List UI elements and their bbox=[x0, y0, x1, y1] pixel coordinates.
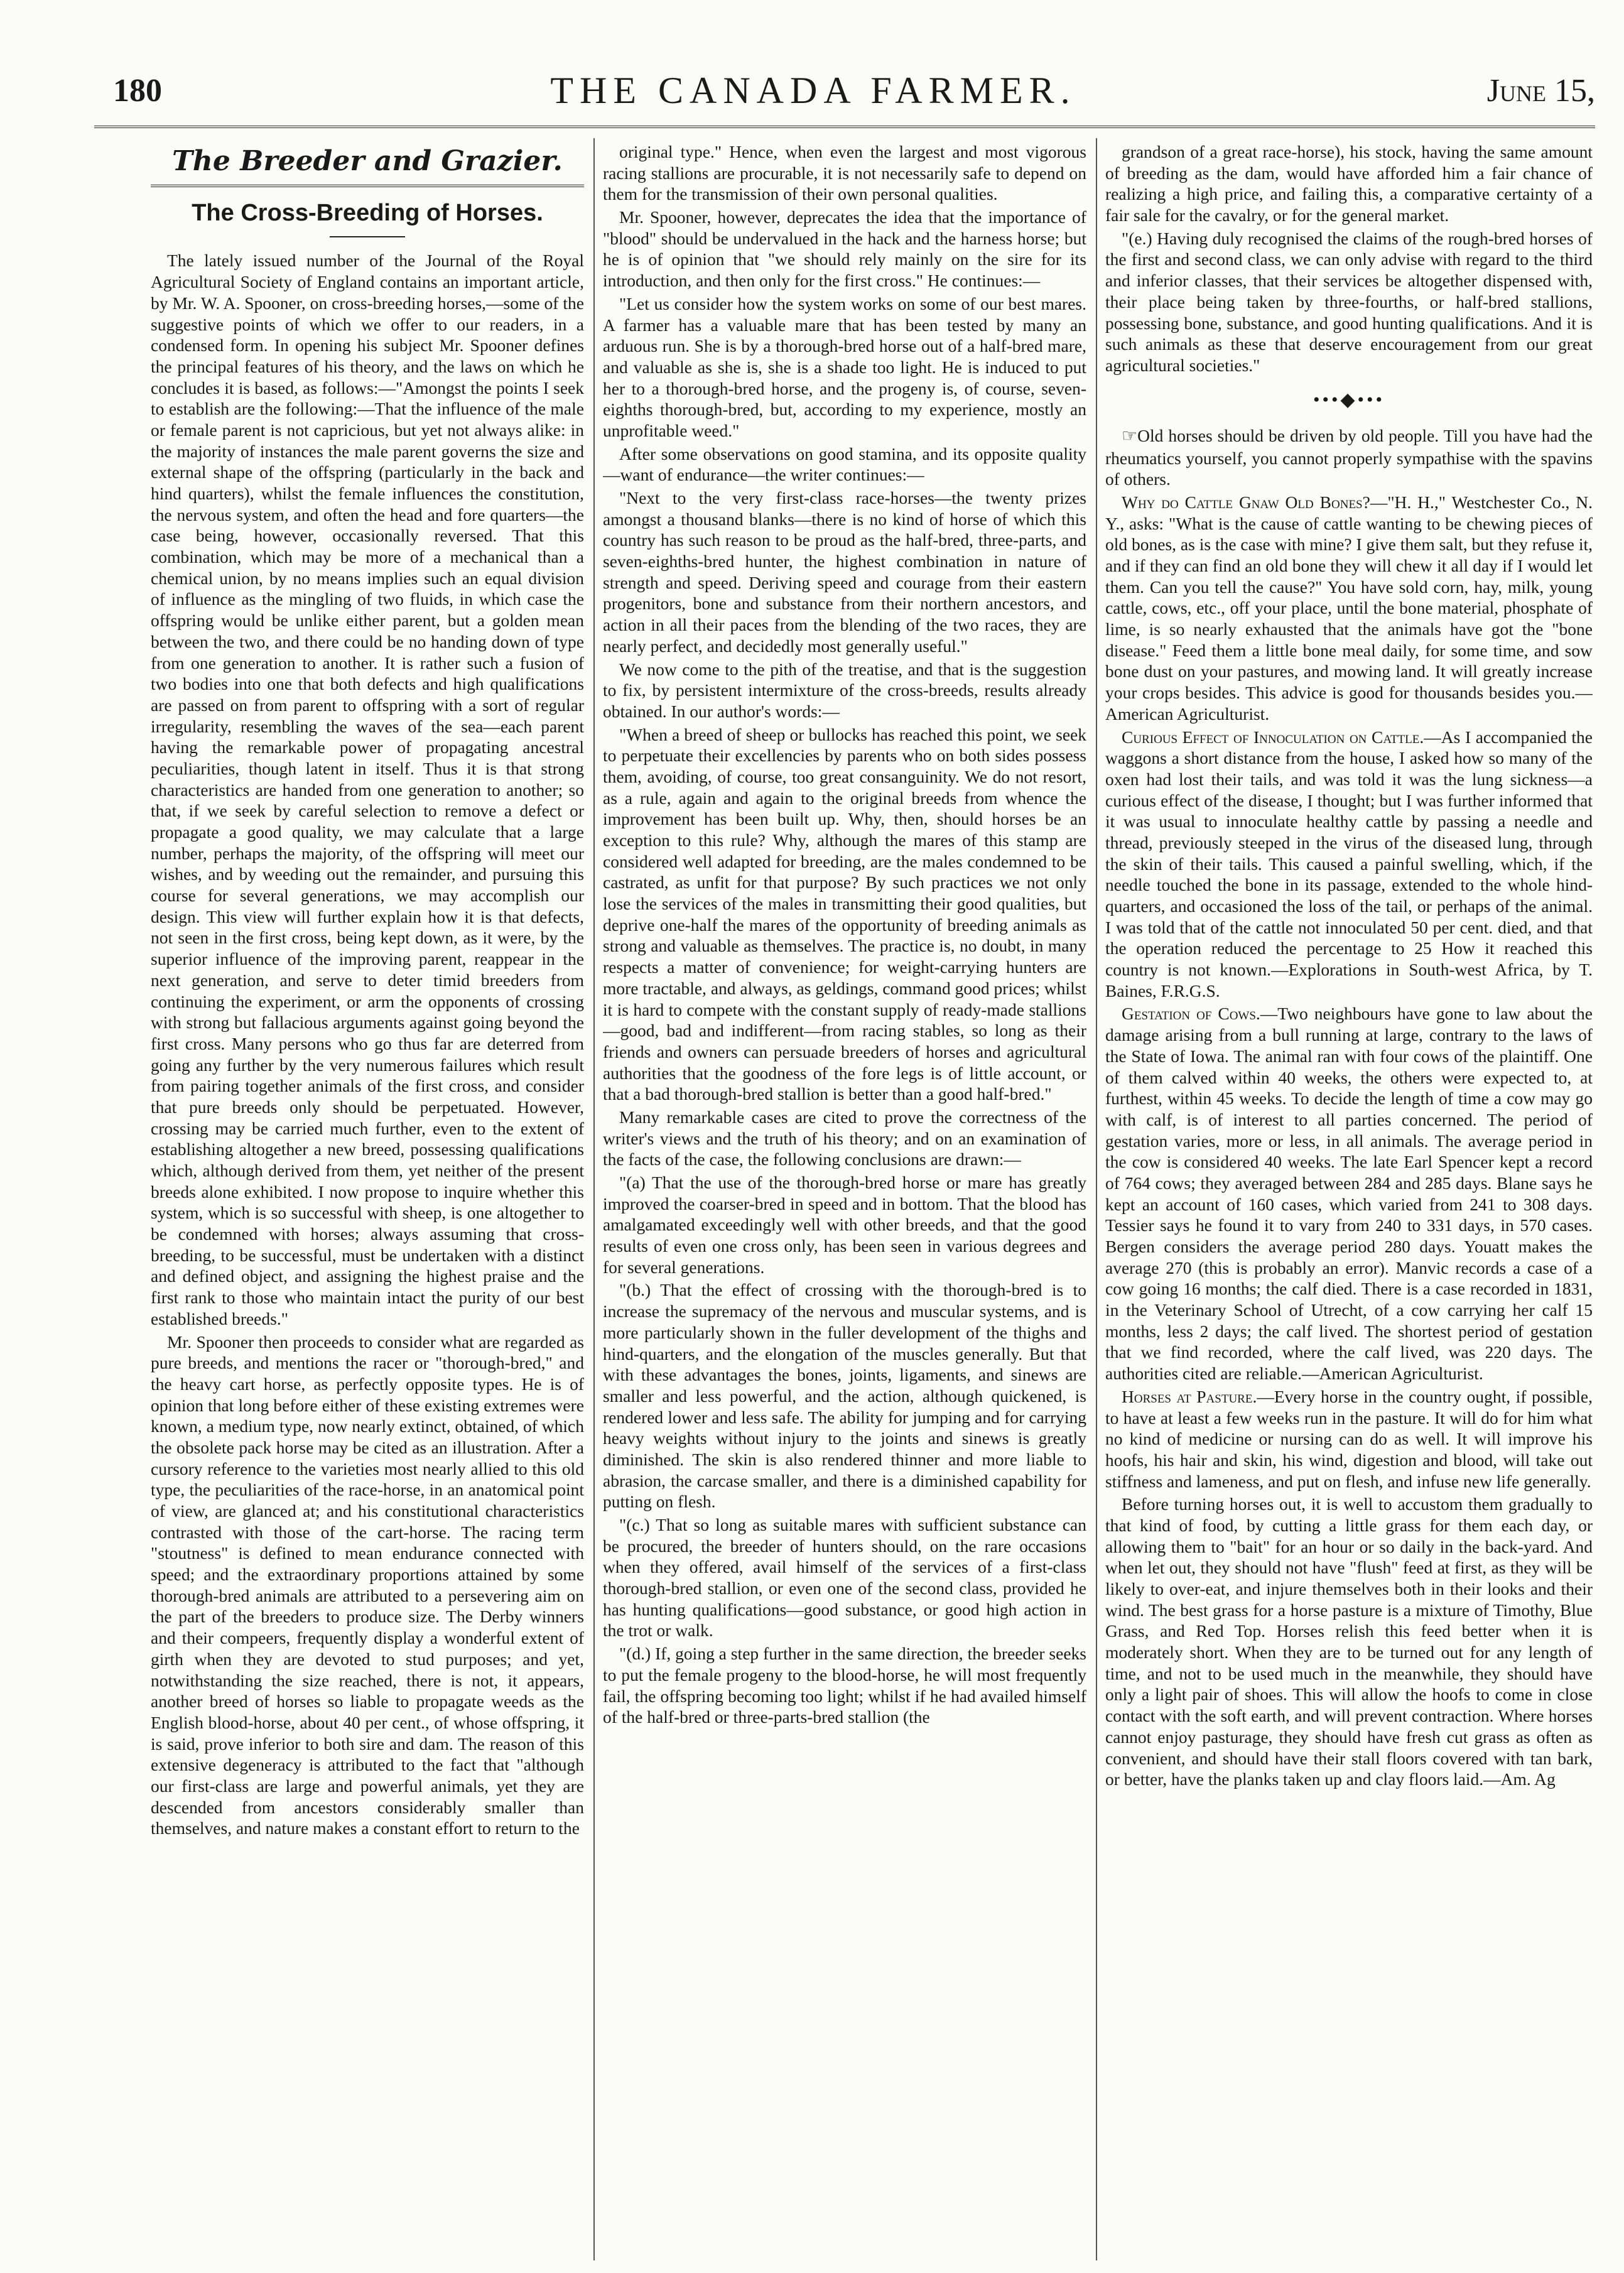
news-item bbox=[1105, 1494, 1593, 1790]
article-paragraph: Many remarkable cases are cited to prove the correctness of the writer's views and the truth of his theory; and on an examination of the facts of the case, the following conclusions are drawn:— bbox=[603, 1107, 1086, 1169]
news-item-heading: Why do Cattle Gnaw Old Bones? bbox=[1122, 492, 1370, 512]
news-item-text: Before turning horses out, it is well to accustom them gradually to that kind of food, by cutting a little grass for them each day, or allowing them to "bait" for an hour or so daily in the back-yard. And when let out, they should not have "flush" feed at first, as they will be likely to over-eat, and injure themselves both in their looks and their wind. The best grass for a horse pasture is a mixture of Timothy, Blue Grass, and Red Top. Horses relish this feed better when it is moderately short. When they are to be turned out for any length of time, and not to be used much in the meanwhile, they should have only a light pair of shoes. This will allow the hoofs to come in close contact with the soft earth, and will prevent contraction. Where horses cannot enjoy pasturage, they should have fresh cut grass as often as convenient, and should have their stall floors covered with tan bark, or better, have the planks taken up and clay floors laid.—Am. Ag bbox=[1105, 1494, 1593, 1789]
article-paragraph: grandson of a great race-horse), his stock, having the same amount of breeding as the dam, would have afforded him a fair chance of realizing a high price, and failing this, a comparative certainty of a fair sale for the cavalry, or for the general market. bbox=[1105, 142, 1593, 225]
news-item-text: —Two neighbours have gone to law about the damage arising from a bull running at large, contrary to the laws of the State of Iowa. The animal ran with four cows of the plaintiff. One of them calved within 40 weeks, the others were expected to, at furthest, within 45 weeks. To decide the length of time a cow may go with calf, is of interest to all parties concerned. The period of gestation varies, more or less, in all animals. The average period in the cow is considered 40 weeks. The late Earl Spencer kept a record of 764 cows; they averaged between 284 and 285 days. Blane says he kept an account of 160 cases, which varied from 241 to 308 days. Tessier says he found it to vary from 240 to 331 days, in 570 cases. Bergen considers the average period 280 days. Youatt makes the average 270 (this is probably an error). Manvic records a case of a cow going 16 months; the calf died. There is a case recorded in 1831, in the Veterinary School of Utrecht, of a cow carrying her calf 15 months, less 2 days; the calf lived. The shortest period of gestation that we find recorded, where the calf lived, was 220 days. The authorities cited are reliable.—American Agriculturist. bbox=[1105, 1004, 1593, 1384]
issue-date: June 15, bbox=[1486, 73, 1595, 109]
column-divider bbox=[1096, 138, 1097, 2260]
news-item-heading: Curious Effect of Innoculation on Cattle. bbox=[1122, 727, 1424, 747]
article-title: The Cross-Breeding of Horses. bbox=[192, 199, 543, 226]
paper-title: THE CANADA FARMER. bbox=[550, 70, 1076, 111]
news-item-text: Old horses should be driven by old people. Till you have had the rheumatics yourself, you cannot properly sympathise with the spavins of others. bbox=[1105, 426, 1593, 489]
article-paragraph: After some observations on good stamina, and its opposite quality—want of endurance—the writer continues:— bbox=[603, 443, 1086, 485]
column-3 bbox=[1105, 141, 1593, 2260]
column-2 bbox=[603, 141, 1086, 2260]
article-paragraph: We now come to the pith of the treatise, and that is the suggestion to fix, by persistent intermixture of the cross-breeds, results already obtained. In our author's words:— bbox=[603, 659, 1086, 721]
article-paragraph: "(c.) That so long as suitable mares with sufficient substance can be procured, the breeder of hunters should, on the rare occasions when they offered, avail himself of the services of a first-class thorough-bred stallion, or even one of the second class, provided he has hunting qualifications—good substance, or good high action in the trot or walk. bbox=[603, 1515, 1086, 1641]
article-paragraph: "(d.) If, going a step further in the same direction, the breeder seeks to put the female progeny to the blood-horse, he will most frequently fail, the offspring becoming too light; whilst if he had availed himself of the half-bred or three-parts-bred stallion (the bbox=[603, 1644, 1086, 1727]
ornament-divider: •••◆••• bbox=[1313, 389, 1385, 410]
masthead bbox=[31, 6, 1595, 126]
news-item bbox=[1105, 1003, 1593, 1384]
article-paragraph: Mr. Spooner, however, deprecates the idea that the importance of "blood" should be undervalued in the hack and the harness horse; but he is of opinion that "we should rely mainly on the sire for its introduction, and then only for the first cross." He continues:— bbox=[603, 207, 1086, 291]
news-item bbox=[1105, 425, 1593, 490]
article-paragraph: original type." Hence, when even the largest and most vigorous racing stallions are procurable, it is not necessarily safe to depend on them for the transmission of their own personal qualities. bbox=[603, 142, 1086, 204]
news-item-heading: Horses at Pasture. bbox=[1122, 1386, 1257, 1406]
section-rule bbox=[151, 185, 584, 187]
title-rule bbox=[330, 236, 405, 237]
column-1 bbox=[151, 141, 584, 2260]
news-item-text: —Every horse in the country ought, if possible, to have at least a few weeks run in the pasture. It will do for him what no kind of medicine or nursing can do as well. It will improve his hoofs, his hair and skin, his wind, digestion and blood, will take out stiffness and lameness, and put on flesh, and infuse new life generally. bbox=[1105, 1386, 1593, 1491]
page-number: 180 bbox=[113, 73, 162, 109]
column-divider bbox=[593, 138, 595, 2260]
article-paragraph: The lately issued number of the Journal of the Royal Agricultural Society of England contains an important article, by Mr. W. A. Spooner, on cross-breeding horses,—some of the suggestive points of which we offer to our readers, in a condensed form. In opening his subject Mr. Spooner defines the principal features of his theory, and the laws on which he concludes it is based, as follows:—"Amongst the points I seek to establish are the following:—That the influence of the male or female parent is not capricious, but yet not always alike: in the majority of instances the male parent governs the size and external shape of the offspring (particularly in the back and hind quarters), whilst the female influences the constitution, the nervous system, and often the head and fore quarters—the case being, however, occasionally reversed. That this combination, which may be more of a mechanical than a chemical union, by no means implies such an equal division of influence as the mingling of two fluids, in which case the offspring would be unlike either parent, but a golden mean between the two, and there could be no handing down of type from one generation to another. It is rather such a fusion of two bodies into one that both defects and high qualifications are passed on from parent to offspring with a sort of regular irregularity, resembling the waves of the sea—each parent having the remarkable power of propagating ancestral peculiarities, though latent in itself. Thus it is that strong characteristics are handed from one generation to another; so that, if we seek by careful selection to remove a defect or propagate a good quality, we may calculate that a large number, perhaps the majority, of the offspring will meet our wishes, and by weeding out the remainder, and pursuing this course for several generations, we may accomplish our design. This view will further explain how it is that defects, not seen in the first cross, being kept down, as it were, by the superior influence of the improving parent, reappear in the next generation, and serve to deter timid breeders from continuing the experiment, or arm the opponents of crossing with strong but fallacious arguments against going beyond the first cross. Many persons who go thus far are deterred from going any further by the very numerous failures which result from pairing together animals of the first cross, and consider that pure breeds only should be perpetuated. However, crossing may be carried much further, even to the extent of establishing altogether a new breed, possessing qualifications which, although derived from them, yet neither of the present breeds alone exhibited. I now propose to inquire whether this system, which is so successful with sheep, is one altogether to be condemned with horses; always assuming that cross-breeding, to be successful, must be undertaken with a distinct and defined object, and assigning the highest praise and the first rank to those who maintain intact the purity of our best established breeds." bbox=[151, 251, 584, 1328]
news-item-text: —"H. H.," Westchester Co., N. Y., asks: "What is the cause of cattle wanting to be chewing pieces of old bones, as is the case with mine? I give them salt, but they refuse it, and if they can find an old bone they will chew it all day if I would let them. Can you tell the cause?" You have sold corn, hay, milk, young cattle, cows, etc., off your place, until the bone material, phosphate of lime, is so nearly exhausted that the animals have got the "bone disease." Feed them a little bone meal daily, for some time, and sow bone dust on your pastures, and mowing land. It will greatly increase your crops besides. This advice is good for thousands besides you.—American Agriculturist. bbox=[1105, 492, 1593, 724]
section-heading: The Breeder and Grazier. bbox=[172, 145, 563, 177]
article-paragraph: "Next to the very first-class race-horses—the twenty prizes amongst a thousand blanks—there is no kind of horse of which this country has such reason to be proud as the half-bred, three-parts, and seven-eighths-bred hunter, the highest combination in nature of strength and speed. Deriving speed and courage from their eastern progenitors, bone and substance from their northern ancestors, and action in all their paces from the blending of the two races, they are nearly perfect, and decidedly most generally useful." bbox=[603, 488, 1086, 656]
article-paragraph: "(a) That the use of the thorough-bred horse or mare has greatly improved the coarser-bred in speed and in bottom. That the blood has amalgamated exceedingly well with other breeds, and that the good results of even one cross only, has been seen in various degrees and for several generations. bbox=[603, 1173, 1086, 1277]
article-paragraph: "(e.) Having duly recognised the claims of the rough-bred horses of the first and second class, we can only advise with regard to the third and inferior classes, that their services be altogether dispensed with, their place being taken by three-fourths, or half-bred stallions, possessing bone, substance, and good hunting qualifications. And it is such animals as these that deserve encouragement from our great agricultural societies." bbox=[1105, 228, 1593, 375]
news-item bbox=[1105, 1386, 1593, 1492]
news-item-text: —As I accompanied the waggons a short distance from the house, I asked how so many of the oxen had lost their tails, and was told it was the lung sickness—a curious effect of the disease, I thought; but I was further informed that it was usual to innoculate healthy cattle by passing a needle and thread, previously steeped in the virus of the diseased lung, through the skin of their tails. This caused a painful swelling, which, if the needle touched the bone in its passage, extended to the whole hind-quarters, and occasioned the loss of the tail, or perhaps of the animal. I was told that of the cattle not innoculated 50 per cent. died, and that the operation reduced the percentage to 25 How it reached this country is not known.—Explorations in South-west Africa, by T. Baines, F.R.G.S. bbox=[1105, 727, 1593, 1001]
article-paragraph: "When a breed of sheep or bullocks has reached this point, we seek to perpetuate their excellencies by parents who on both sides possess them, avoiding, of course, too great consanguinity. We do not resort, as a rule, again and again to the original breeds from whence the improvement has been built up. Why, then, should horses be an exception to this rule? Why, although the mares of this stamp are considered well adapted for breeding, are the males condemned to be castrated, as unfit for that purpose? By such practices we not only lose the services of the males in transmitting their good qualities, but deprive one-half the mares of the opportunity of breeding animals as strong and valuable as themselves. The practice is, no doubt, in many respects a matter of convenience; for weight-carrying hunters are more tractable, and always, as geldings, command good prices; whilst it is hard to compete with the constant supply of ready-made stallions—good, bad and indifferent—from racing stables, so long as their friends and owners can persuade breeders of horses and agricultural authorities that the goodness of the fore legs is of little account, or that a bad thorough-bred stallion is better than a good half-bred." bbox=[603, 724, 1086, 1104]
article-paragraph: Mr. Spooner then proceeds to consider what are regarded as pure breeds, and mentions the racer or "thorough-bred," and the heavy cart horse, as perfectly opposite types. He is of opinion that long before either of these existing extremes were known, a medium type, now nearly extinct, obtained, of which the obsolete pack horse may be cited as an illustration. After a cursory reference to the varieties most nearly allied to this old type, the peculiarities of the race-horse, in an anatomical point of view, are glanced at; and his constitutional characteristics contrasted with those of the cart-horse. The racing term "stoutness" is defined to mean endurance connected with speed; and the extraordinary proportions attained by some thorough-bred animals are attributed to a persevering aim on the part of the breeders to produce size. The Derby winners and their compeers, frequently display a wonderful extent of girth when they are devoted to stud purposes; and yet, notwithstanding the size reached, there is not, it appears, another breed of horses so liable to propagate weeds as the English blood-horse, about 40 per cent., of whose offspring, it is said, prove inferior to both sire and dam. The reason of this extensive degeneracy is attributed to the fact that "although our first-class are large and powerful animals, yet they are descended from ancestors considerably smaller than themselves, and nature makes a constant effort to return to the bbox=[151, 1332, 584, 1838]
news-item bbox=[1105, 492, 1593, 725]
news-item-heading: Gestation of Cows. bbox=[1122, 1004, 1260, 1024]
pointing-hand-icon: ☞ bbox=[1122, 426, 1138, 447]
news-item bbox=[1105, 727, 1593, 1002]
article-paragraph: "(b.) That the effect of crossing with the thorough-bred is to increase the supremacy of the nervous and muscular systems, and is more particularly shown in the fuller development of the thighs and hind-quarters, and the elongation of the muscles generally. But that with these advantages the bones, joints, ligaments, and sinews are smaller and less powerful, and the action, although quickened, is rendered lower and less safe. The ability for jumping and for carrying heavy weights without injury to the joints and sinews is greatly diminished. The skin is also rendered thinner and more liable to abrasion, the carcase smaller, and there is a diminished capability for putting on flesh. bbox=[603, 1280, 1086, 1512]
article-paragraph: "Let us consider how the system works on some of our best mares. A farmer has a valuable mare that has been tested by many an arduous run. She is by a thorough-bred horse out of a half-bred mare, and valuable as she is, she is a shade too light. He is induced to put her to a thorough-bred horse, and the progeny is, of course, seven-eighths thorough-bred, but, according to my experience, mostly an unprofitable weed." bbox=[603, 293, 1086, 440]
masthead-rule bbox=[94, 126, 1595, 128]
